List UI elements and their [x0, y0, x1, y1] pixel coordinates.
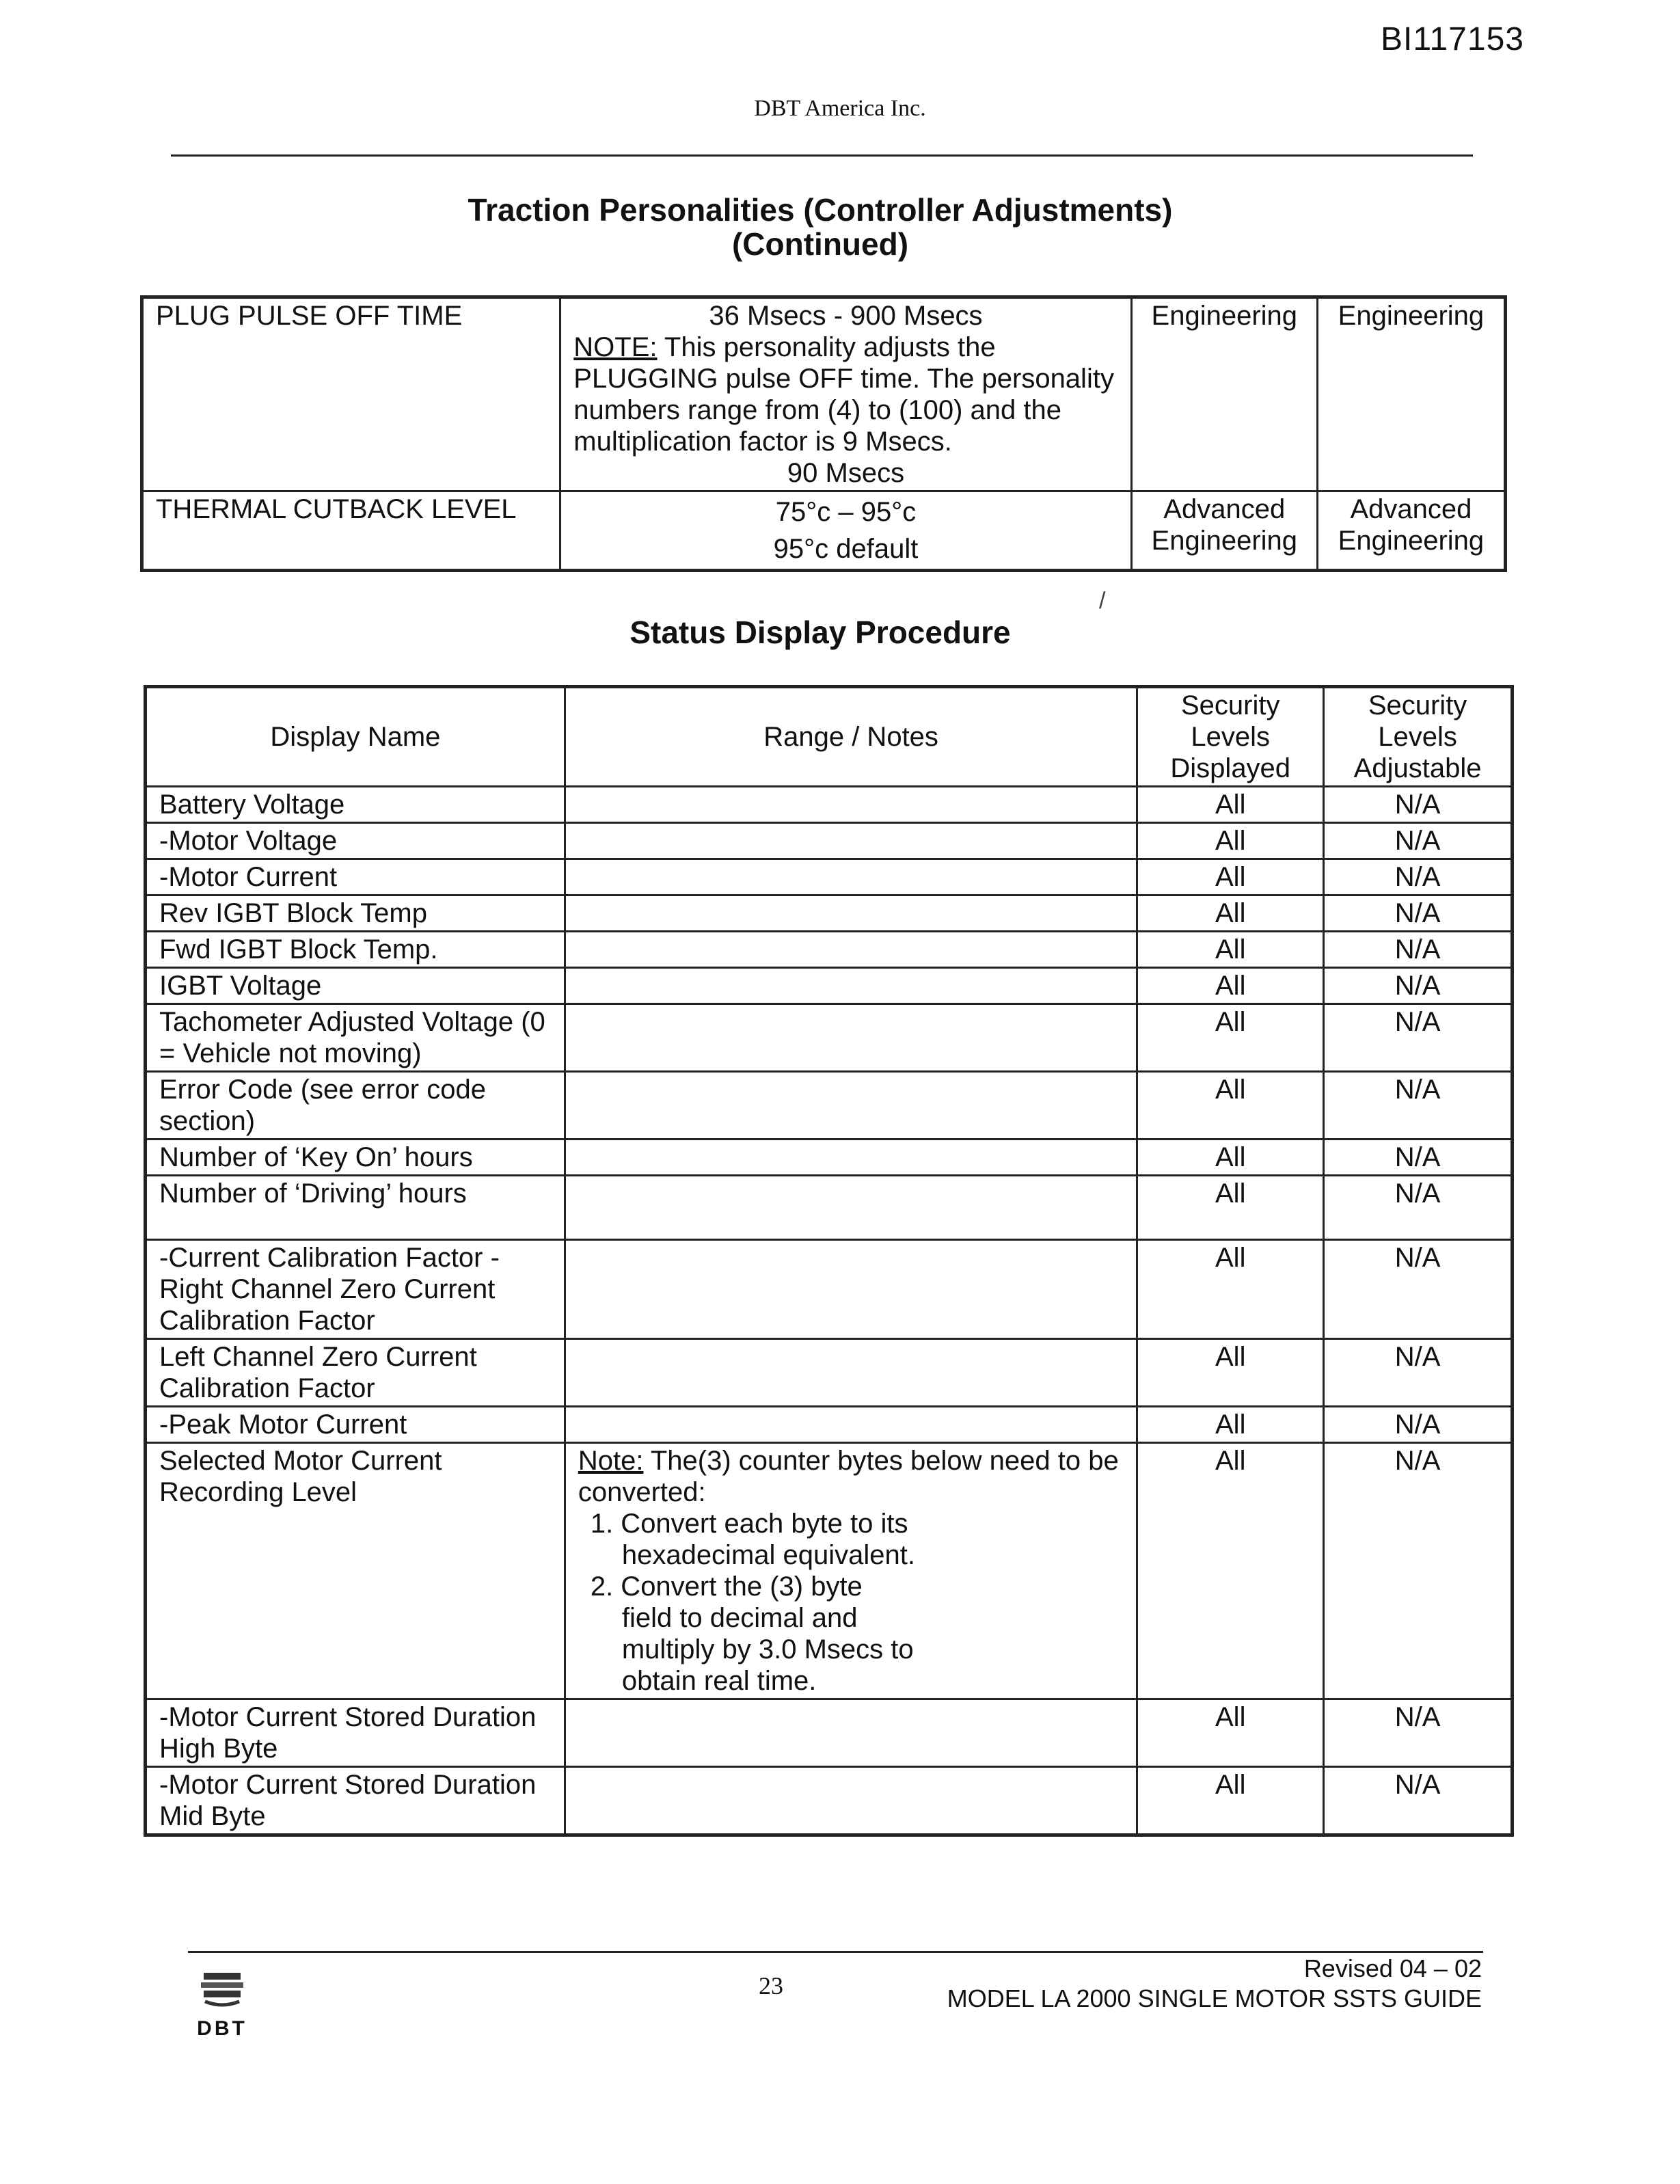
security-adjustable: N/A [1324, 1443, 1513, 1699]
security-displayed: All [1137, 1443, 1324, 1699]
range-notes [565, 1407, 1137, 1443]
range-notes [565, 895, 1137, 932]
table-row [142, 297, 1506, 491]
table-row [146, 1004, 1513, 1072]
security-adjustable: Engineering [1317, 297, 1505, 491]
security-displayed: All [1137, 1072, 1324, 1140]
dbt-logo-icon [198, 1969, 246, 2010]
security-displayed: All [1137, 1699, 1324, 1767]
personality-name: THERMAL CUTBACK LEVEL [142, 491, 560, 571]
range-notes [565, 1767, 1137, 1835]
range-notes [565, 1699, 1137, 1767]
security-displayed: All [1137, 859, 1324, 895]
section-title-line-1: Traction Personalities (Controller Adjustments) [468, 192, 1173, 228]
header-security-adjustable: Security Levels Adjustable [1324, 687, 1513, 787]
security-displayed: All [1137, 968, 1324, 1004]
security-adjustable: N/A [1324, 859, 1513, 895]
display-name: Rev IGBT Block Temp [146, 895, 565, 932]
security-adjustable: N/A [1324, 823, 1513, 859]
security-adjustable: N/A [1324, 1176, 1513, 1240]
personality-name: PLUG PULSE OFF TIME [142, 297, 560, 491]
security-displayed: All [1137, 1004, 1324, 1072]
conversion-step: 2. Convert the (3) byte field to decimal and multiply by 3.0 Msecs to obtain real time. [590, 1572, 914, 1696]
security-displayed: All [1137, 932, 1324, 968]
company-header: DBT America Inc. [754, 96, 926, 121]
display-name: -Peak Motor Current [146, 1407, 565, 1443]
display-name: Error Code (see error code section) [146, 1072, 565, 1140]
status-display-table [144, 685, 1514, 1837]
range-notes [565, 1004, 1137, 1072]
personality-range-notes [560, 491, 1131, 571]
document-id: BI117153 [1381, 21, 1524, 57]
table-row [146, 859, 1513, 895]
security-adjustable: N/A [1324, 932, 1513, 968]
security-displayed: All [1137, 1140, 1324, 1176]
header-rule [171, 154, 1473, 157]
range-notes [565, 1072, 1137, 1140]
display-name: IGBT Voltage [146, 968, 565, 1004]
logo-text: DBT [197, 2017, 247, 2040]
table-row [146, 1699, 1513, 1767]
display-name: -Motor Current Stored Duration High Byte [146, 1699, 565, 1767]
note [578, 1445, 1124, 1508]
stray-mark: / [1099, 588, 1106, 614]
table-row [146, 1240, 1513, 1339]
default-value: 90 Msecs [787, 458, 905, 488]
display-name: Left Channel Zero Current Calibration Factor [146, 1339, 565, 1407]
table-row [146, 932, 1513, 968]
range-notes [565, 1443, 1137, 1699]
table-row [146, 787, 1513, 823]
security-displayed: All [1137, 787, 1324, 823]
display-name: -Motor Current [146, 859, 565, 895]
guide-title: MODEL LA 2000 SINGLE MOTOR SSTS GUIDE [947, 1984, 1482, 2012]
default-value: 95°c default [773, 534, 919, 564]
security-adjustable: N/A [1324, 1407, 1513, 1443]
range-notes [565, 1140, 1137, 1176]
display-name: -Motor Current Stored Duration Mid Byte [146, 1767, 565, 1835]
table-header-row [146, 687, 1513, 787]
section-title-status: Status Display Procedure [629, 615, 1011, 650]
security-displayed: Advanced Engineering [1131, 491, 1317, 571]
page-number: 23 [759, 1972, 783, 1999]
range-notes [565, 1240, 1137, 1339]
security-adjustable: N/A [1324, 1240, 1513, 1339]
range-notes [565, 787, 1137, 823]
display-name: Number of ‘Key On’ hours [146, 1140, 565, 1176]
table-row [146, 823, 1513, 859]
footer-rule [188, 1951, 1483, 1953]
security-adjustable: N/A [1324, 1004, 1513, 1072]
display-name: Battery Voltage [146, 787, 565, 823]
security-adjustable: N/A [1324, 968, 1513, 1004]
security-displayed: All [1137, 895, 1324, 932]
display-name: Selected Motor Current Recording Level [146, 1443, 565, 1699]
display-name: Number of ‘Driving’ hours [146, 1176, 565, 1240]
conversion-step: 1. Convert each byte to its hexadecimal equivalent. [590, 1509, 915, 1570]
note-text: The(3) counter bytes below need to be converted: [578, 1446, 1119, 1507]
table-row [146, 1767, 1513, 1835]
header-security-displayed: Security Levels Displayed [1137, 687, 1324, 787]
section-title-traction [0, 193, 1640, 261]
header-display-name: Display Name [146, 687, 565, 787]
display-name: -Motor Voltage [146, 823, 565, 859]
range-notes [565, 823, 1137, 859]
security-displayed: All [1137, 1176, 1324, 1240]
table-row [146, 1339, 1513, 1407]
table-row [142, 491, 1506, 571]
personality-range-notes [560, 297, 1131, 491]
footer-info [947, 1954, 1482, 2014]
note-label: NOTE: [573, 332, 658, 362]
traction-personalities-table [140, 295, 1507, 572]
security-displayed: All [1137, 1240, 1324, 1339]
range-value: 75°c – 95°c [775, 497, 917, 527]
dbt-logo [195, 1969, 249, 2040]
security-displayed: All [1137, 1767, 1324, 1835]
security-adjustable: N/A [1324, 1699, 1513, 1767]
section-title-line-2: (Continued) [731, 226, 909, 262]
security-adjustable: N/A [1324, 895, 1513, 932]
range-notes [565, 1176, 1137, 1240]
note-text: This personality adjusts the PLUGGING pulse OFF time. The personality numbers range from (4) to (100) and the multiplication factor is 9 Msecs. [573, 332, 1114, 457]
security-displayed: All [1137, 1339, 1324, 1407]
note-label: Note: [578, 1446, 644, 1476]
range-notes [565, 932, 1137, 968]
table-row [146, 968, 1513, 1004]
range-value: 36 Msecs - 900 Msecs [709, 301, 983, 331]
display-name: Tachometer Adjusted Voltage (0 = Vehicle not moving) [146, 1004, 565, 1072]
range-notes [565, 968, 1137, 1004]
table-row [146, 895, 1513, 932]
range-notes [565, 859, 1137, 895]
security-adjustable: N/A [1324, 1140, 1513, 1176]
security-displayed: All [1137, 823, 1324, 859]
display-name: Fwd IGBT Block Temp. [146, 932, 565, 968]
security-adjustable: N/A [1324, 1072, 1513, 1140]
conversion-steps [578, 1508, 919, 1697]
table-row [146, 1443, 1513, 1699]
table-row [146, 1407, 1513, 1443]
security-displayed: Engineering [1131, 297, 1317, 491]
security-adjustable: N/A [1324, 1339, 1513, 1407]
security-adjustable: N/A [1324, 787, 1513, 823]
table-row [146, 1072, 1513, 1140]
security-adjustable: Advanced Engineering [1317, 491, 1505, 571]
security-adjustable: N/A [1324, 1767, 1513, 1835]
security-displayed: All [1137, 1407, 1324, 1443]
range-notes [565, 1339, 1137, 1407]
range-note [573, 332, 1117, 457]
revision-date: Revised 04 – 02 [1303, 1954, 1482, 1982]
table-row [146, 1176, 1513, 1240]
header-range-notes: Range / Notes [565, 687, 1137, 787]
table-row [146, 1140, 1513, 1176]
display-name: -Current Calibration Factor -Right Channel Zero Current Calibration Factor [146, 1240, 565, 1339]
